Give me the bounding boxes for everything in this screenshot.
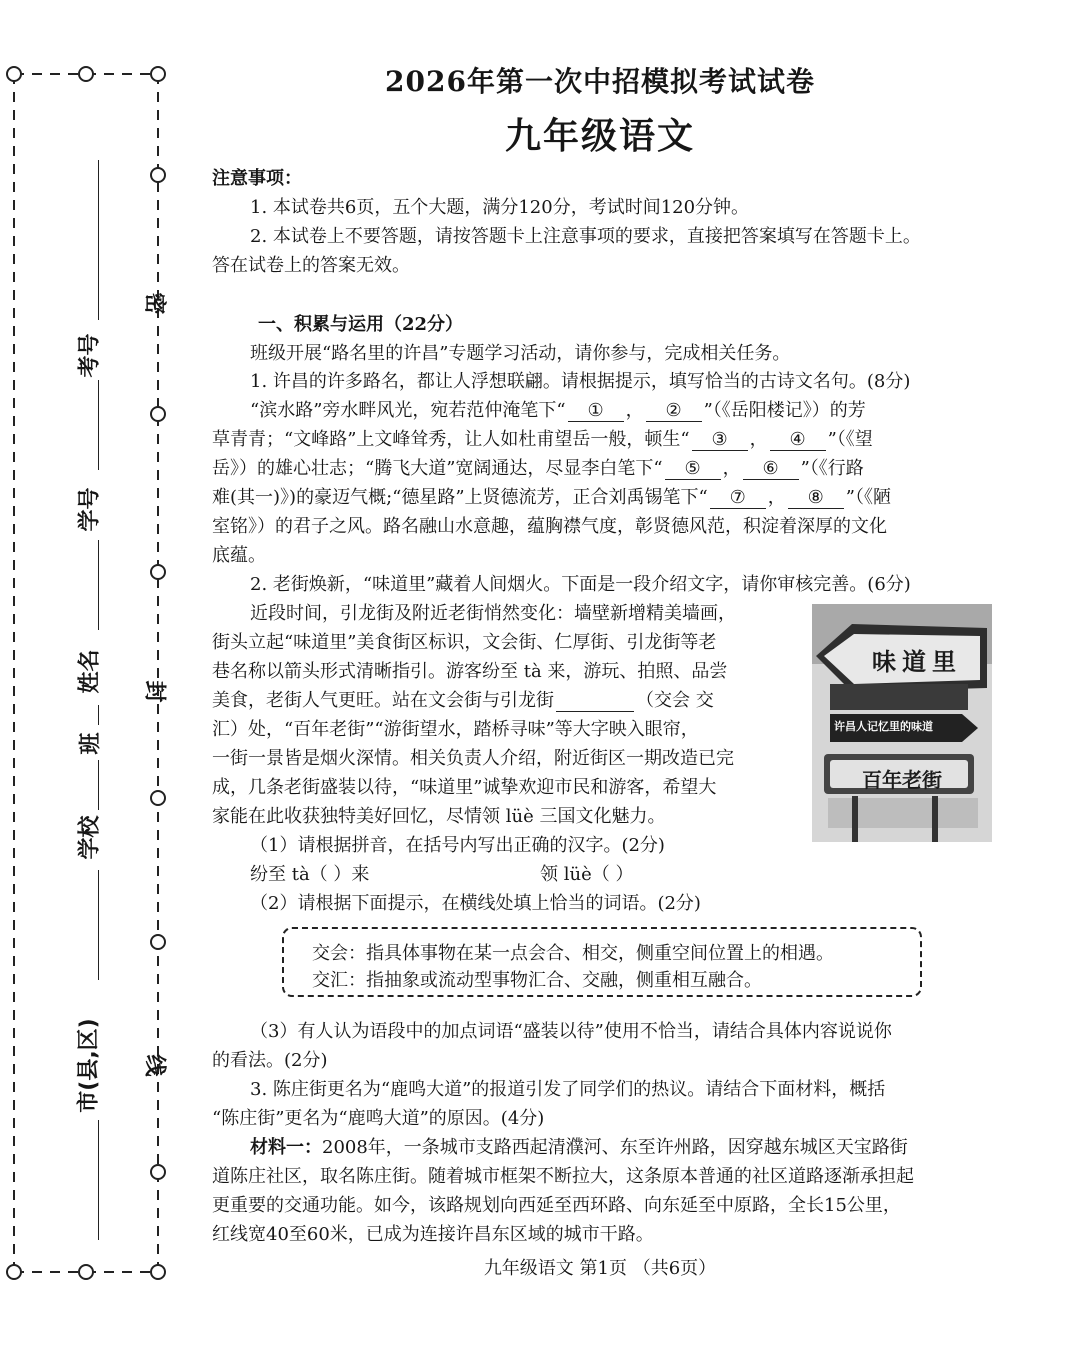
binding-hole <box>150 564 166 580</box>
separator: ， <box>625 400 644 421</box>
pinyin-item-1: 纷至 tà（ ）来 <box>250 864 370 885</box>
q2-passage-line: 街头立起“味道里”美食街区标识，文会街、仁厚街、引龙街等老 <box>212 632 717 653</box>
separator: ， <box>749 429 768 450</box>
q2-sub2: （2）请根据下面提示，在横线处填上恰当的词语。(2分) <box>250 893 701 914</box>
blank-1[interactable]: ① <box>568 401 624 422</box>
q1-line-3 <box>212 454 864 480</box>
q1-text: 难(其一)》)的豪迈气概;“德星路”上贤德流芳，正合刘禹锡笔下“ <box>212 487 708 508</box>
separator: ， <box>767 487 786 508</box>
binding-hole <box>150 1164 166 1180</box>
notice-item-2: 2. 本试卷上不要答题，请按答题卡上注意事项的要求，直接把答案填写在答题卡上。 <box>250 226 921 247</box>
hint-jiaohui-1: 交会：指具体事物在某一点会合、相交，侧重空间位置上的相遇。 <box>312 943 834 964</box>
blank-3[interactable]: ③ <box>692 430 748 451</box>
q1-text: “滨水路”旁水畔风光，宛若范仲淹笔下“ <box>250 400 566 421</box>
field-line <box>98 1120 99 1240</box>
q2-passage-line: 一街一景皆是烟火深情。相关负责人介绍，附近街区一期改造已完 <box>212 748 734 769</box>
exam-subject: 九年级语文 <box>504 115 695 157</box>
q2-passage-line: 近段时间，引龙街及附近老街悄然变化：墙壁新增精美墙画， <box>250 603 736 624</box>
notice-item-1: 1. 本试卷共6页，五个大题，满分120分，考试时间120分钟。 <box>250 197 750 218</box>
q1-line-1 <box>250 396 866 422</box>
q1-line-6: 底蕴。 <box>212 545 266 566</box>
blank-6[interactable]: ⑥ <box>743 459 799 480</box>
q1-line-5: 室铭》）的君子之风。路名融山水意趣，蕴胸襟气度，彰贤德风范，积淀着深厚的文化 <box>212 516 887 537</box>
material-text: 2008年，一条城市支路西起清濮河、东至许州路，因穿越东城区天宝路街 <box>322 1137 908 1158</box>
sign-mid-text: 许昌人记忆里的味道 <box>834 720 933 733</box>
q3-stem: 3. 陈庄街更名为“鹿鸣大道”的报道引发了同学们的热议。请结合下面材料，概括 <box>250 1079 886 1100</box>
q1-text: 草青青；“文峰路”上文峰耸秀，让人如杜甫望岳一般，顿生“ <box>212 429 690 450</box>
field-line <box>98 760 99 810</box>
q1-line-2 <box>212 425 873 451</box>
q2-stem: 2. 老街焕新，“味道里”藏着人间烟火。下面是一段介绍文字，请你审核完善。(6分) <box>250 574 911 595</box>
field-kaohao-label: 考号 <box>77 333 103 378</box>
sign-top-text: 味道里 <box>872 648 962 676</box>
binding-hole <box>150 167 166 183</box>
field-school-label: 学校 <box>77 815 103 860</box>
page-footer: 九年级语文 第1页 （共6页） <box>483 1258 717 1279</box>
field-line <box>98 705 99 725</box>
binding-hole <box>150 934 166 950</box>
seal-char-xian: 线 <box>141 1054 167 1077</box>
blank-4[interactable]: ④ <box>770 430 826 451</box>
q1-line-4 <box>212 483 891 509</box>
street-sign-photo <box>812 604 992 842</box>
blank-7[interactable]: ⑦ <box>710 488 766 509</box>
q1-text: ”（《陋 <box>845 487 891 508</box>
q2-passage-line: 巷名称以箭头形式清晰指引。游客纷至 tà 来，游玩、拍照、品尝 <box>212 661 728 682</box>
q1-text: ”（《岳阳楼记》）的芳 <box>703 400 866 421</box>
blank-5[interactable]: ⑤ <box>665 459 721 480</box>
exam-title: 2026年第一次中招模拟考试试卷 <box>385 65 815 98</box>
q2-blank[interactable] <box>556 691 634 712</box>
q2-passage-line: 家能在此收获独特美好回忆，尽情领 lüè 三国文化魅力。 <box>212 806 666 827</box>
field-city-label: 市(县,区) <box>76 1018 102 1113</box>
q3-stem-cont: “陈庄街”更名为“鹿鸣大道”的原因。(4分) <box>212 1108 545 1129</box>
material-1-line <box>250 1133 908 1159</box>
field-class-label: 班 <box>78 732 104 755</box>
q2-text: 美食，老街人气更旺。站在文会街与引龙街 <box>212 690 554 711</box>
notice-heading: 注意事项： <box>212 168 302 189</box>
seal-char-feng: 封 <box>141 680 167 703</box>
field-line <box>98 160 99 320</box>
material-line: 红线宽40至60米，已成为连接许昌东区域的城市干路。 <box>212 1224 654 1245</box>
separator: ， <box>722 458 741 479</box>
material-line: 更重要的交通功能。如今，该路规划向西延至西环路、向东延至中原路，全长15公里， <box>212 1195 901 1216</box>
q1-text: 岳》）的雄心壮志；“腾飞大道”宽阔通达，尽显李白笔下“ <box>212 458 663 479</box>
q2-passage-line: 成，几条老街盛装以待，“味道里”诚挚欢迎市民和游客，希望大 <box>212 777 717 798</box>
blank-2[interactable]: ② <box>646 401 702 422</box>
q2-sub3-cont: 的看法。(2分) <box>212 1050 328 1071</box>
material-line: 道陈庄社区，取名陈庄街。随着城市框架不断拉大，这条原本普通的社区道路逐渐承担起 <box>212 1166 914 1187</box>
section-heading: 一、积累与运用（22分） <box>258 314 464 335</box>
sign-bottom-text: 百年老街 <box>862 768 942 792</box>
blank-8[interactable]: ⑧ <box>788 488 844 509</box>
material-label: 材料一： <box>250 1137 322 1158</box>
pinyin-item-2: 领 lüè（ ） <box>540 864 634 885</box>
q2-text: （交会 交 <box>636 690 714 711</box>
q2-passage-line <box>212 686 714 712</box>
binding-hole <box>150 406 166 422</box>
section-intro: 班级开展“路名里的许昌”专题学习活动，请你参与，完成相关任务。 <box>250 343 791 364</box>
q1-stem: 1. 许昌的许多路名，都让人浮想联翩。请根据提示，填写恰当的古诗文名句。(8分) <box>250 371 911 392</box>
notice-item-2-cont: 答在试卷上的答案无效。 <box>212 255 410 276</box>
binding-hole <box>150 790 166 806</box>
field-xuehao-label: 学号 <box>77 487 103 532</box>
field-line <box>98 380 99 470</box>
q1-text: ”（《行路 <box>800 458 864 479</box>
field-name-label: 姓名 <box>77 649 103 694</box>
q2-passage-line: 汇）处，“百年老街”“游街望水，踏桥寻味”等大字映入眼帘， <box>212 719 699 740</box>
q1-text: ”（《望 <box>827 429 873 450</box>
hint-jiaohui-2: 交汇：指抽象或流动型事物汇合、交融，侧重相互融合。 <box>312 970 762 991</box>
seal-char-mi: 密 <box>141 292 167 315</box>
q2-sub1: （1）请根据拼音，在括号内写出正确的汉字。(2分) <box>250 835 665 856</box>
field-line <box>98 540 99 630</box>
field-line <box>98 870 99 980</box>
q2-sub3: （3）有人认为语段中的加点词语“盛装以待”使用不恰当，请结合具体内容说说你 <box>250 1021 892 1042</box>
